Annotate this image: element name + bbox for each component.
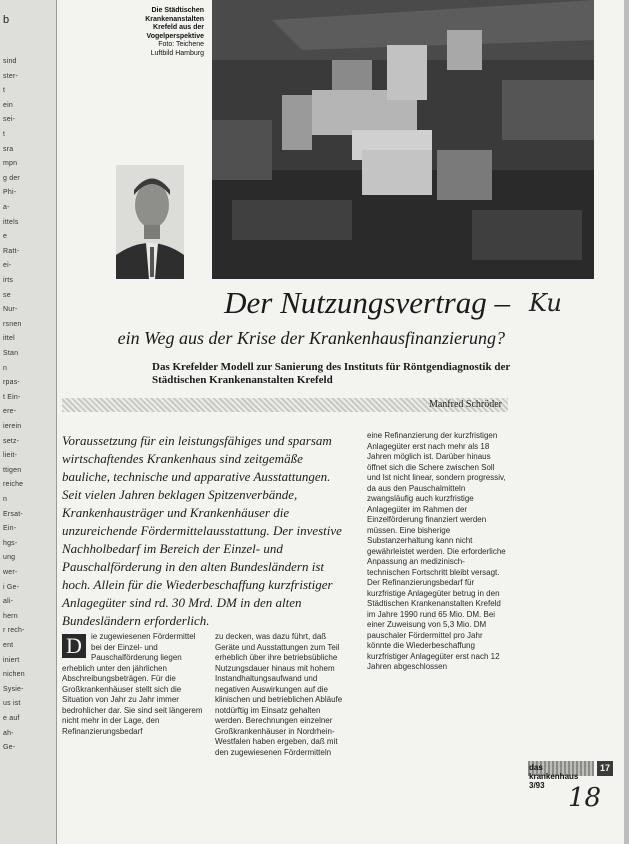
issue-badge xyxy=(528,761,594,790)
author-bar xyxy=(62,398,508,412)
strip-word: se xyxy=(3,291,11,299)
strip-word: Ratt- xyxy=(3,247,20,255)
handwritten-note: Ku xyxy=(529,289,562,317)
strip-word: wer- xyxy=(3,569,18,576)
strip-word: ein xyxy=(3,101,13,109)
strip-word: mpn xyxy=(3,160,18,168)
strip-word: i Ge- xyxy=(3,583,20,591)
strip-word: Ge- xyxy=(3,744,16,752)
strip-word: t Ein- xyxy=(3,393,21,401)
caption-line: Vogelperspektive xyxy=(146,32,204,40)
column-text: ie zugewiesenen Fördermittel bei der Einzel- und Pauschalförderung liegen erheblich unter den jährlichen Abschreibungsbeträgen. Für die Großkrankenhäuser stellt sich die Situation von Jahr zu Jahr immer bedrohlicher dar. Sie sind seit längerem nicht mehr in der Lage, den Refinanzierungsbedarf xyxy=(62,632,203,736)
strip-word: sra xyxy=(3,145,14,153)
handwritten-page-number: 18 xyxy=(568,783,602,813)
strip-word: ierein xyxy=(3,423,22,430)
caption-line: Krefeld aus der xyxy=(153,24,204,32)
strip-word: ah- xyxy=(3,729,14,737)
strip-word: Phi- xyxy=(3,189,17,197)
strip-word: iniert xyxy=(3,656,20,664)
strip-word: lieit- xyxy=(3,452,18,460)
body-column-3 xyxy=(367,431,507,673)
column-text: Der Refinanzierungsbedarf für kurzfristige Anlagegüter betrug in den Städtischen Krankenanstalten Krefeld im Jahre 1990 rund 65 Mio. DM. Bei einer Zuweisung von 5,3 Mio. DM pauschaler Fördermittel pro Jahr könnte die Wiederbeschaffung kurzfristiger Anlagegüter erst nach 12 Jahren abgeschlossen xyxy=(367,578,501,671)
column-text: eine Refinanzierung der kurzfristigen Anlagegüter erst nach mehr als 18 Jahren möglich ist. Darüber hinaus öffnet sich die Schere zwischen Soll und Ist nicht linear, sondern progressiv, da aus den Pauschalmitteln zwangsläufig auch kurzfristige Anlagegüter im Rahmen der Einzelförderung finanziert werden müssen. Eine bisherige Substanzerhaltung kann nicht gewährleistet werden. Die erforderliche Anpassung an medizinisch-technischen Fortschritt bleibt versagt. xyxy=(367,431,506,577)
strip-word: ittels xyxy=(3,218,19,226)
strip-word: e xyxy=(3,233,8,241)
strip-word: ung xyxy=(3,554,16,562)
strip-word: Stan xyxy=(3,350,19,357)
strip-word: t xyxy=(3,131,6,138)
aerial-photo xyxy=(212,0,594,279)
strip-word: n xyxy=(3,364,8,372)
strip-corner-mark: b xyxy=(3,14,10,26)
strip-word: reiche xyxy=(3,481,24,489)
column-text: zu decken, was dazu führt, daß Geräte und Ausstattungen zum Teil erheblich über ihre betriebsübliche Nutzungsdauer hinaus mit hohem Instandhaltungsaufwand und negativen Auswirkungen auf die klinischen und betrieblichen Abläufe notdürftig im Einsatz gehalten werden. Berechnungen einzelner Großkrankenhäuser in Nordrhein-Westfalen haben ergeben, daß mit den zugewiesenen Fördermitteln xyxy=(215,632,343,757)
photo-credit: Foto: Teichene xyxy=(158,41,204,49)
strip-word: hgs- xyxy=(3,539,18,547)
strip-word: e auf xyxy=(3,715,20,722)
strip-word: setz- xyxy=(3,437,20,445)
strip-word: Nur- xyxy=(3,306,18,314)
strip-word: r rech- xyxy=(3,627,25,635)
strip-word: rpas- xyxy=(3,379,20,387)
page-number: 17 xyxy=(597,761,613,776)
intro-paragraph: Voraussetzung für ein leistungsfähiges und sparsam wirtschaftendes Krankenhaus sind zeitgemäße bauliche, technische und apparative Ausstattungen. Seit vielen Jahren beklagen Spitzenverbände, Krankenhausträger und Krankenhäuser die unzureichende Fördermittelausstattung. Der investive Nachholbedarf im Bereich der Einzel- und Pauschalförderung in den alten Bundesländern ist hoch. Allein für die Wiederbeschaffung kurzfristiger Anlagegüter sind rd. 30 Mrd. DM in den alten Bundesländern erforderlich. xyxy=(62,433,342,628)
previous-page-strip xyxy=(0,0,57,844)
strip-word: ei- xyxy=(3,262,12,270)
photo-credit: Luftbild Hamburg xyxy=(150,49,204,57)
strip-word: ali- xyxy=(3,598,14,606)
strip-word: ttigen xyxy=(3,466,22,474)
strip-word: Ersat- xyxy=(3,510,23,518)
strip-word: a- xyxy=(3,204,10,211)
strip-word: g der xyxy=(3,174,20,182)
strip-word: ent xyxy=(3,642,14,649)
article-subtitle: ein Weg aus der Krise der Krankenhausfinanzierung? xyxy=(117,328,505,348)
author-portrait xyxy=(116,165,184,279)
body-column-1 xyxy=(62,632,207,737)
strip-word: ere- xyxy=(3,408,17,416)
caption-line: Krankenanstalten xyxy=(145,15,204,23)
strip-word: irts xyxy=(3,277,14,284)
strip-word: Sysie- xyxy=(3,685,24,693)
strip-word: hern xyxy=(3,612,18,620)
strip-word: rsnen xyxy=(3,320,22,328)
strip-word: n xyxy=(3,496,8,503)
body-column-2 xyxy=(215,632,350,758)
drop-cap: D xyxy=(62,634,86,658)
strip-word: nichen xyxy=(3,671,25,679)
strip-word: sind xyxy=(3,58,17,65)
caption-line: Die Städtischen xyxy=(151,7,204,14)
article-lead: Das Krefelder Modell zur Sanierung des Instituts für Röntgendiagnostik der Städtischen Krankenanstalten Krefeld xyxy=(152,361,511,386)
strip-word: ittel xyxy=(3,335,15,343)
strip-word: us ist xyxy=(3,700,21,708)
strip-word: sei- xyxy=(3,116,16,124)
strip-word: Ein- xyxy=(3,525,17,533)
author-name: Manfred Schröder xyxy=(428,399,502,410)
strip-word: ster- xyxy=(3,72,18,80)
article-title: Der Nutzungsvertrag – xyxy=(224,285,510,320)
strip-word: t xyxy=(3,87,6,95)
photo-caption xyxy=(122,7,204,59)
issue-label: das krankenhaus 3/93 xyxy=(529,763,579,790)
